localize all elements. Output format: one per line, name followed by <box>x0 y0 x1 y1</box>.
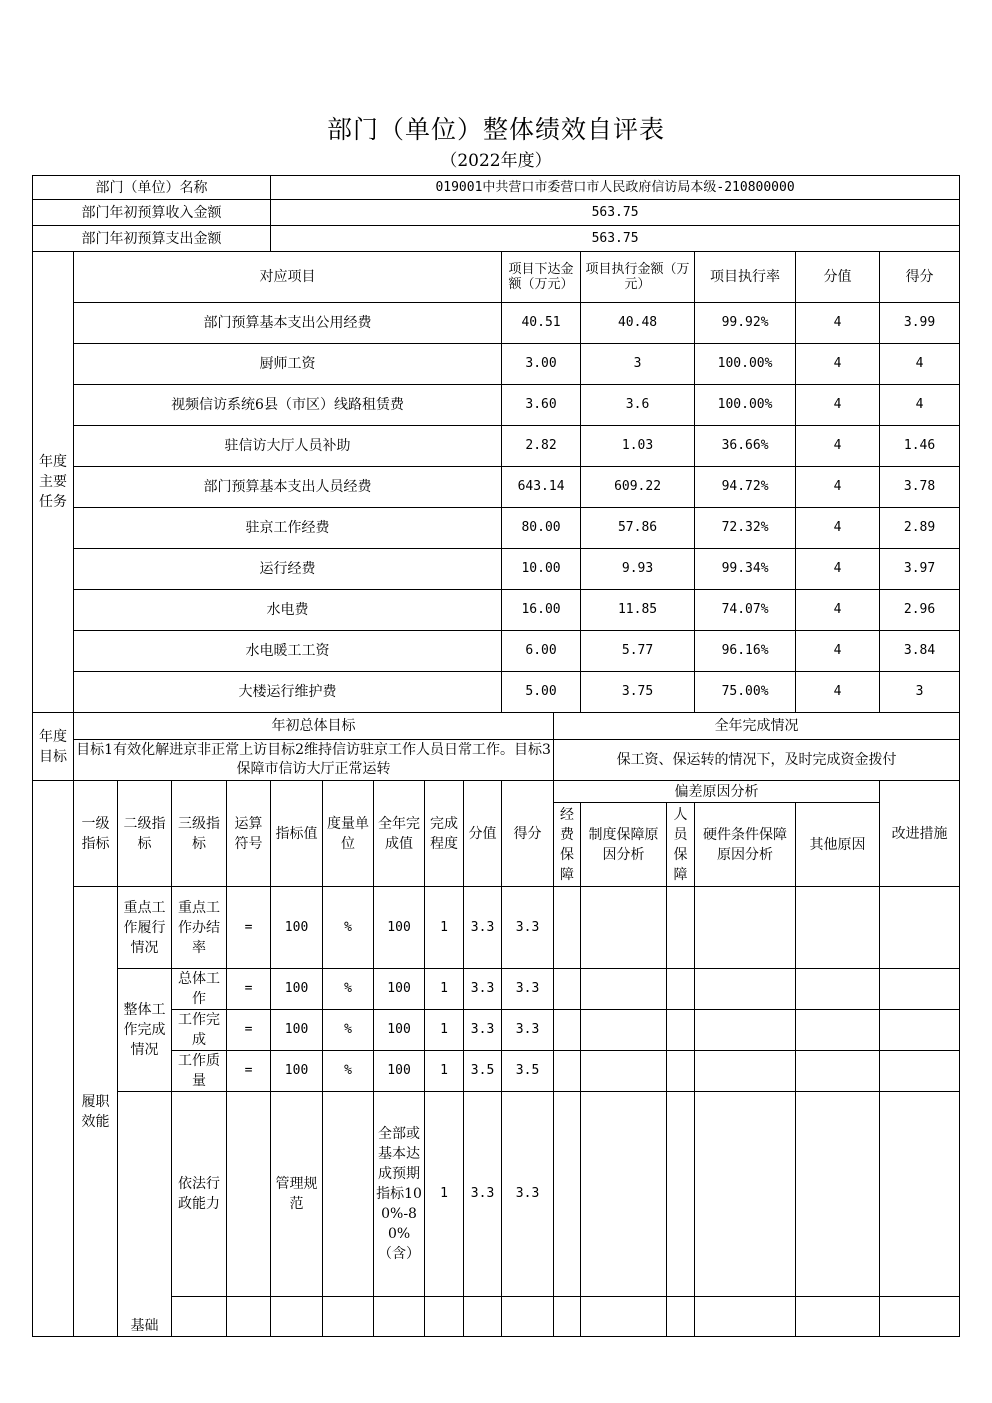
indicator-level2-partial: 基础 <box>118 1092 172 1337</box>
indicator-row <box>33 1092 960 1297</box>
task-rate: 36.66% <box>695 426 796 467</box>
task-row <box>33 426 960 467</box>
task-weight: 4 <box>796 631 880 672</box>
task-score: 4 <box>880 344 960 385</box>
indicator-score: 3.3 <box>502 969 554 1010</box>
col-hardware: 硬件条件保障原因分析 <box>695 803 796 887</box>
goals-initial-text: 目标1有效化解进京非正常上访目标2维持信访驻京工作人员日常工作。目标3保障市信访大厅正常运转 <box>74 740 554 781</box>
col-level2: 二级指标 <box>118 781 172 887</box>
task-weight: 4 <box>796 303 880 344</box>
task-executed: 5.77 <box>581 631 695 672</box>
indicator-score: 3.3 <box>502 887 554 969</box>
col-target: 指标值 <box>271 781 323 887</box>
task-name: 运行经费 <box>74 549 502 590</box>
indicator-unit: % <box>323 1010 374 1051</box>
indicator-weight: 3.5 <box>464 1051 502 1092</box>
indicator-row <box>33 969 960 1010</box>
task-rate: 100.00% <box>695 344 796 385</box>
task-weight: 4 <box>796 467 880 508</box>
task-executed: 1.03 <box>581 426 695 467</box>
task-executed: 3.6 <box>581 385 695 426</box>
indicator-actual: 100 <box>374 887 425 969</box>
tasks-col-rate: 项目执行率 <box>695 252 796 303</box>
indicator-row-cut <box>33 1297 960 1337</box>
tasks-col-project: 对应项目 <box>74 252 502 303</box>
task-name: 水电费 <box>74 590 502 631</box>
col-improvement: 改进措施 <box>880 781 960 887</box>
tasks-col-score: 得分 <box>880 252 960 303</box>
task-rate: 99.92% <box>695 303 796 344</box>
task-name: 驻信访大厅人员补助 <box>74 426 502 467</box>
task-executed: 3.75 <box>581 672 695 713</box>
task-score: 2.96 <box>880 590 960 631</box>
indicator-row <box>33 1010 960 1051</box>
task-executed: 3 <box>581 344 695 385</box>
col-actual: 全年完成值 <box>374 781 425 887</box>
indicator-level3: 工作完成 <box>172 1010 227 1051</box>
indicator-operator: = <box>227 969 271 1010</box>
indicator-actual: 100 <box>374 969 425 1010</box>
task-row <box>33 672 960 713</box>
col-operator: 运算符号 <box>227 781 271 887</box>
indicator-target: 管理规范 <box>271 1092 323 1297</box>
task-issued: 6.00 <box>502 631 581 672</box>
indicator-level3: 重点工作办结率 <box>172 887 227 969</box>
task-issued: 80.00 <box>502 508 581 549</box>
task-weight: 4 <box>796 426 880 467</box>
task-executed: 609.22 <box>581 467 695 508</box>
indicator-score: 3.5 <box>502 1051 554 1092</box>
task-name: 部门预算基本支出人员经费 <box>74 467 502 508</box>
task-rate: 94.72% <box>695 467 796 508</box>
task-executed: 40.48 <box>581 303 695 344</box>
col-score: 得分 <box>502 781 554 887</box>
evaluation-table <box>32 175 960 1337</box>
task-score: 3.84 <box>880 631 960 672</box>
indicator-operator: = <box>227 1010 271 1051</box>
task-issued: 2.82 <box>502 426 581 467</box>
task-row <box>33 303 960 344</box>
page-subtitle: （2022年度） <box>440 151 552 171</box>
task-weight: 4 <box>796 590 880 631</box>
indicator-operator <box>227 1092 271 1297</box>
task-row <box>33 344 960 385</box>
col-system: 制度保障原因分析 <box>581 803 667 887</box>
tasks-col-weight: 分值 <box>796 252 880 303</box>
task-issued: 40.51 <box>502 303 581 344</box>
col-degree: 完成程度 <box>425 781 464 887</box>
goals-completion-label: 全年完成情况 <box>554 713 960 740</box>
task-rate: 99.34% <box>695 549 796 590</box>
indicator-degree: 1 <box>425 1010 464 1051</box>
indicator-degree: 1 <box>425 887 464 969</box>
task-row <box>33 385 960 426</box>
indicator-row <box>33 1051 960 1092</box>
indicator-weight: 3.3 <box>464 1092 502 1297</box>
indicator-level3: 依法行政能力 <box>172 1092 227 1297</box>
task-weight: 4 <box>796 385 880 426</box>
task-name: 厨师工资 <box>74 344 502 385</box>
dept-name-row <box>33 176 960 200</box>
tasks-header-row <box>33 252 960 303</box>
indicator-unit <box>323 1092 374 1297</box>
indicator-operator: = <box>227 1051 271 1092</box>
col-level3: 三级指标 <box>172 781 227 887</box>
col-personnel: 人员保障 <box>667 803 695 887</box>
indicator-weight: 3.3 <box>464 1010 502 1051</box>
task-issued: 16.00 <box>502 590 581 631</box>
task-row <box>33 590 960 631</box>
indicator-degree: 1 <box>425 969 464 1010</box>
tasks-col-issued: 项目下达金额（万元） <box>502 252 581 303</box>
indicator-unit: % <box>323 1051 374 1092</box>
task-issued: 5.00 <box>502 672 581 713</box>
indicator-actual: 100 <box>374 1010 425 1051</box>
indicator-target: 100 <box>271 969 323 1010</box>
expense-row <box>33 226 960 252</box>
task-score: 4 <box>880 385 960 426</box>
indicator-row <box>33 887 960 969</box>
col-deviation: 偏差原因分析 <box>554 781 880 803</box>
indicator-weight: 3.3 <box>464 887 502 969</box>
goals-header-row <box>33 713 960 740</box>
task-executed: 9.93 <box>581 549 695 590</box>
task-score: 3.97 <box>880 549 960 590</box>
indicator-degree: 1 <box>425 1092 464 1297</box>
indicator-score: 3.3 <box>502 1010 554 1051</box>
indicator-target: 100 <box>271 1051 323 1092</box>
goals-section-label: 年度目标 <box>33 713 74 781</box>
task-issued: 3.00 <box>502 344 581 385</box>
indicator-target: 100 <box>271 887 323 969</box>
task-weight: 4 <box>796 508 880 549</box>
task-name: 部门预算基本支出公用经费 <box>74 303 502 344</box>
indicators-section-blank <box>33 781 74 1337</box>
indicator-score: 3.3 <box>502 1092 554 1297</box>
indicator-level2: 整体工作完成情况 <box>118 969 172 1092</box>
expense-value: 563.75 <box>271 226 960 252</box>
task-name: 视频信访系统6县（市区）线路租赁费 <box>74 385 502 426</box>
level1-value: 履职效能 <box>74 887 118 1337</box>
task-row <box>33 508 960 549</box>
task-rate: 100.00% <box>695 385 796 426</box>
indicator-unit: % <box>323 887 374 969</box>
indicator-operator: = <box>227 887 271 969</box>
task-issued: 10.00 <box>502 549 581 590</box>
task-issued: 3.60 <box>502 385 581 426</box>
col-funding: 经费保障 <box>554 803 581 887</box>
task-rate: 75.00% <box>695 672 796 713</box>
evaluation-sheet <box>32 175 959 1334</box>
indicator-level3: 工作质量 <box>172 1051 227 1092</box>
indicator-weight: 3.3 <box>464 969 502 1010</box>
task-name: 驻京工作经费 <box>74 508 502 549</box>
income-label: 部门年初预算收入金额 <box>33 200 271 226</box>
task-row <box>33 549 960 590</box>
col-unit: 度量单位 <box>323 781 374 887</box>
indicators-header-row-1 <box>33 781 960 803</box>
indicator-degree: 1 <box>425 1051 464 1092</box>
task-name: 大楼运行维护费 <box>74 672 502 713</box>
goals-content-row <box>33 740 960 781</box>
task-rate: 74.07% <box>695 590 796 631</box>
tasks-section-label: 年度主要任务 <box>33 252 74 713</box>
task-score: 3.99 <box>880 303 960 344</box>
indicator-unit: % <box>323 969 374 1010</box>
goals-initial-label: 年初总体目标 <box>74 713 554 740</box>
task-score: 1.46 <box>880 426 960 467</box>
task-weight: 4 <box>796 672 880 713</box>
task-name: 水电暖工工资 <box>74 631 502 672</box>
task-weight: 4 <box>796 549 880 590</box>
task-row <box>33 631 960 672</box>
task-weight: 4 <box>796 344 880 385</box>
income-row <box>33 200 960 226</box>
dept-name-label: 部门（单位）名称 <box>33 176 271 200</box>
dept-name-value: 019001中共营口市委营口市人民政府信访局本级-210800000 <box>271 176 960 200</box>
tasks-col-executed: 项目执行金额（万元） <box>581 252 695 303</box>
task-score: 3 <box>880 672 960 713</box>
indicator-level2: 重点工作履行情况 <box>118 887 172 969</box>
indicator-level3: 总体工作 <box>172 969 227 1010</box>
indicator-target: 100 <box>271 1010 323 1051</box>
goals-completion-text: 保工资、保运转的情况下，及时完成资金拨付 <box>554 740 960 781</box>
col-weight: 分值 <box>464 781 502 887</box>
income-value: 563.75 <box>271 200 960 226</box>
task-score: 3.78 <box>880 467 960 508</box>
page-title: 部门（单位）整体绩效自评表 <box>326 115 665 144</box>
task-rate: 96.16% <box>695 631 796 672</box>
task-executed: 11.85 <box>581 590 695 631</box>
task-row <box>33 467 960 508</box>
task-executed: 57.86 <box>581 508 695 549</box>
task-score: 2.89 <box>880 508 960 549</box>
col-other: 其他原因 <box>796 803 880 887</box>
expense-label: 部门年初预算支出金额 <box>33 226 271 252</box>
col-level1: 一级指标 <box>74 781 118 887</box>
indicator-actual: 全部或基本达成预期指标100%-80%（含） <box>374 1092 425 1297</box>
task-rate: 72.32% <box>695 508 796 549</box>
task-issued: 643.14 <box>502 467 581 508</box>
indicator-actual: 100 <box>374 1051 425 1092</box>
